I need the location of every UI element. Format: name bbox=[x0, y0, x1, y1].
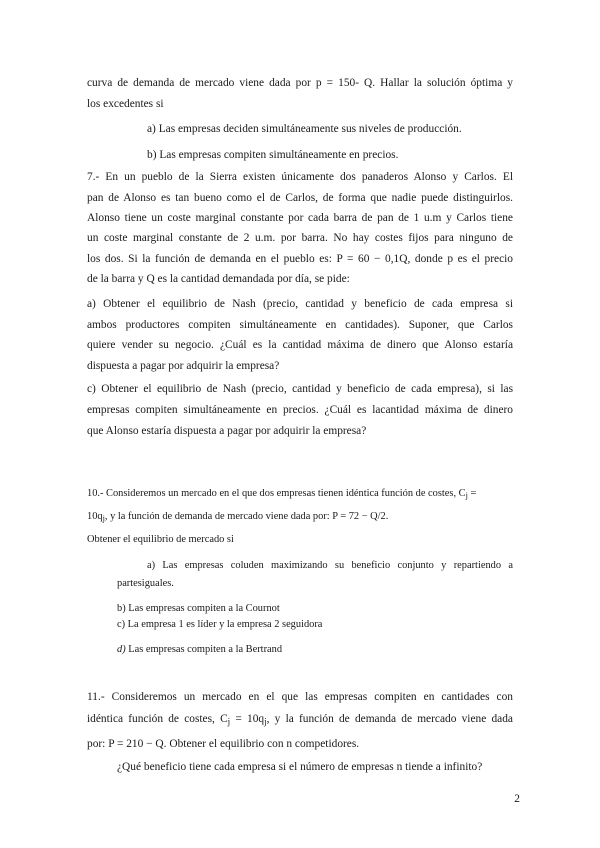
problem7-part-c: c) Obtener el equilibrio de Nash (precio, cantidad y beneficio de cada empresa), si las bbox=[87, 383, 513, 395]
problem7-part-c: que Alonso estaría dispuesta a pagar por adquirir la empresa? bbox=[87, 425, 367, 437]
problem7-part-a: dispuesta a pagar por adquirir la empresa? bbox=[87, 360, 280, 372]
intro-option-a: a) Las empresas deciden simultáneamente sus niveles de producción. bbox=[147, 123, 462, 135]
problem11-text: , y la función de demanda de mercado viene dada bbox=[266, 713, 513, 725]
problem7-part-a: a) Obtener el equilibrio de Nash (precio, cantidad y beneficio de cada empresa si bbox=[87, 298, 513, 310]
option-label: d) bbox=[117, 644, 126, 655]
intro-option-b: b) Las empresas compiten simultáneamente en precios. bbox=[147, 149, 399, 161]
problem7-line: los dos. Si la función de demanda en el pueblo es: P = 60 − 0,1Q, donde p es el precio bbox=[87, 253, 513, 265]
subscript: j bbox=[102, 514, 105, 524]
subscript: j bbox=[264, 716, 267, 727]
problem11-line: 11.- Consideremos un mercado en el que las empresas compiten en cantidades con bbox=[87, 691, 513, 703]
intro-line: curva de demanda de mercado viene dada por p = 150- Q. Hallar la solución óptima y bbox=[87, 77, 513, 89]
problem7-line: Alonso tiene un coste marginal constante por cada barra de pan de 1 u.m y Carlos tiene bbox=[87, 212, 513, 224]
problem10-text: 10q bbox=[87, 511, 103, 522]
problem11-text: idéntica función de costes, C bbox=[87, 713, 228, 725]
problem10-text: 10.- Consideremos un mercado en el que dos empresas tienen idéntica función de costes, C bbox=[87, 488, 466, 499]
problem10-text: , y la función de demanda de mercado viene dada por: P = 72 − Q/2. bbox=[104, 511, 389, 522]
problem11-line: por: P = 210 − Q. Obtener el equilibrio con n competidores. bbox=[87, 738, 360, 750]
problem11-line: ¿Qué beneficio tiene cada empresa si el número de empresas n tiende a infinito? bbox=[117, 761, 483, 773]
problem7-line: 7.- En un pueblo de la Sierra existen únicamente dos panaderos Alonso y Carlos. El bbox=[87, 171, 513, 183]
problem10-line: Obtener el equilibrio de mercado si bbox=[87, 534, 234, 545]
problem7-part-c: empresas compiten simultáneamente en precios. ¿Cuál es lacantidad máxima de dinero bbox=[87, 404, 513, 416]
subscript: j bbox=[465, 491, 468, 501]
problem10-option-a: a) Las empresas coluden maximizando su beneficio conjunto y repartiendo a bbox=[147, 560, 513, 571]
problem10-line bbox=[87, 489, 513, 499]
problem10-line bbox=[87, 512, 513, 522]
problem10-option-c: c) La empresa 1 es líder y la empresa 2 seguidora bbox=[117, 619, 323, 630]
problem11-text: = 10q bbox=[230, 713, 265, 725]
problem7-part-a: quiere vender su negocio. ¿Cuál es la cantidad máxima de dinero que Alonso estaría bbox=[87, 339, 513, 351]
problem10-option-b: b) Las empresas compiten a la Cournot bbox=[117, 603, 280, 614]
intro-line: los excedentes si bbox=[87, 98, 164, 110]
page-number: 2 bbox=[514, 793, 520, 805]
problem11-line bbox=[87, 714, 513, 725]
problem7-line: pan de Alonso es tan bueno como el de Carlos, de forma que nadie puede distinguirlos. bbox=[87, 192, 513, 204]
subscript: j bbox=[227, 716, 231, 727]
option-text: Las empresas compiten a la Bertrand bbox=[125, 644, 283, 655]
problem10-text: = bbox=[467, 488, 477, 499]
problem7-line: de la barra y Q es la cantidad demandada por día, se pide: bbox=[87, 273, 350, 285]
problem10-option-d bbox=[117, 645, 543, 655]
problem7-part-a: ambos productores compiten simultáneamente en cantidades). Suponer, que Carlos bbox=[87, 319, 513, 331]
problem7-line: un coste marginal constante de 2 u.m. por barra. No hay costes fijos para ninguno de bbox=[87, 232, 513, 244]
problem10-option-a: partesiguales. bbox=[117, 578, 174, 589]
